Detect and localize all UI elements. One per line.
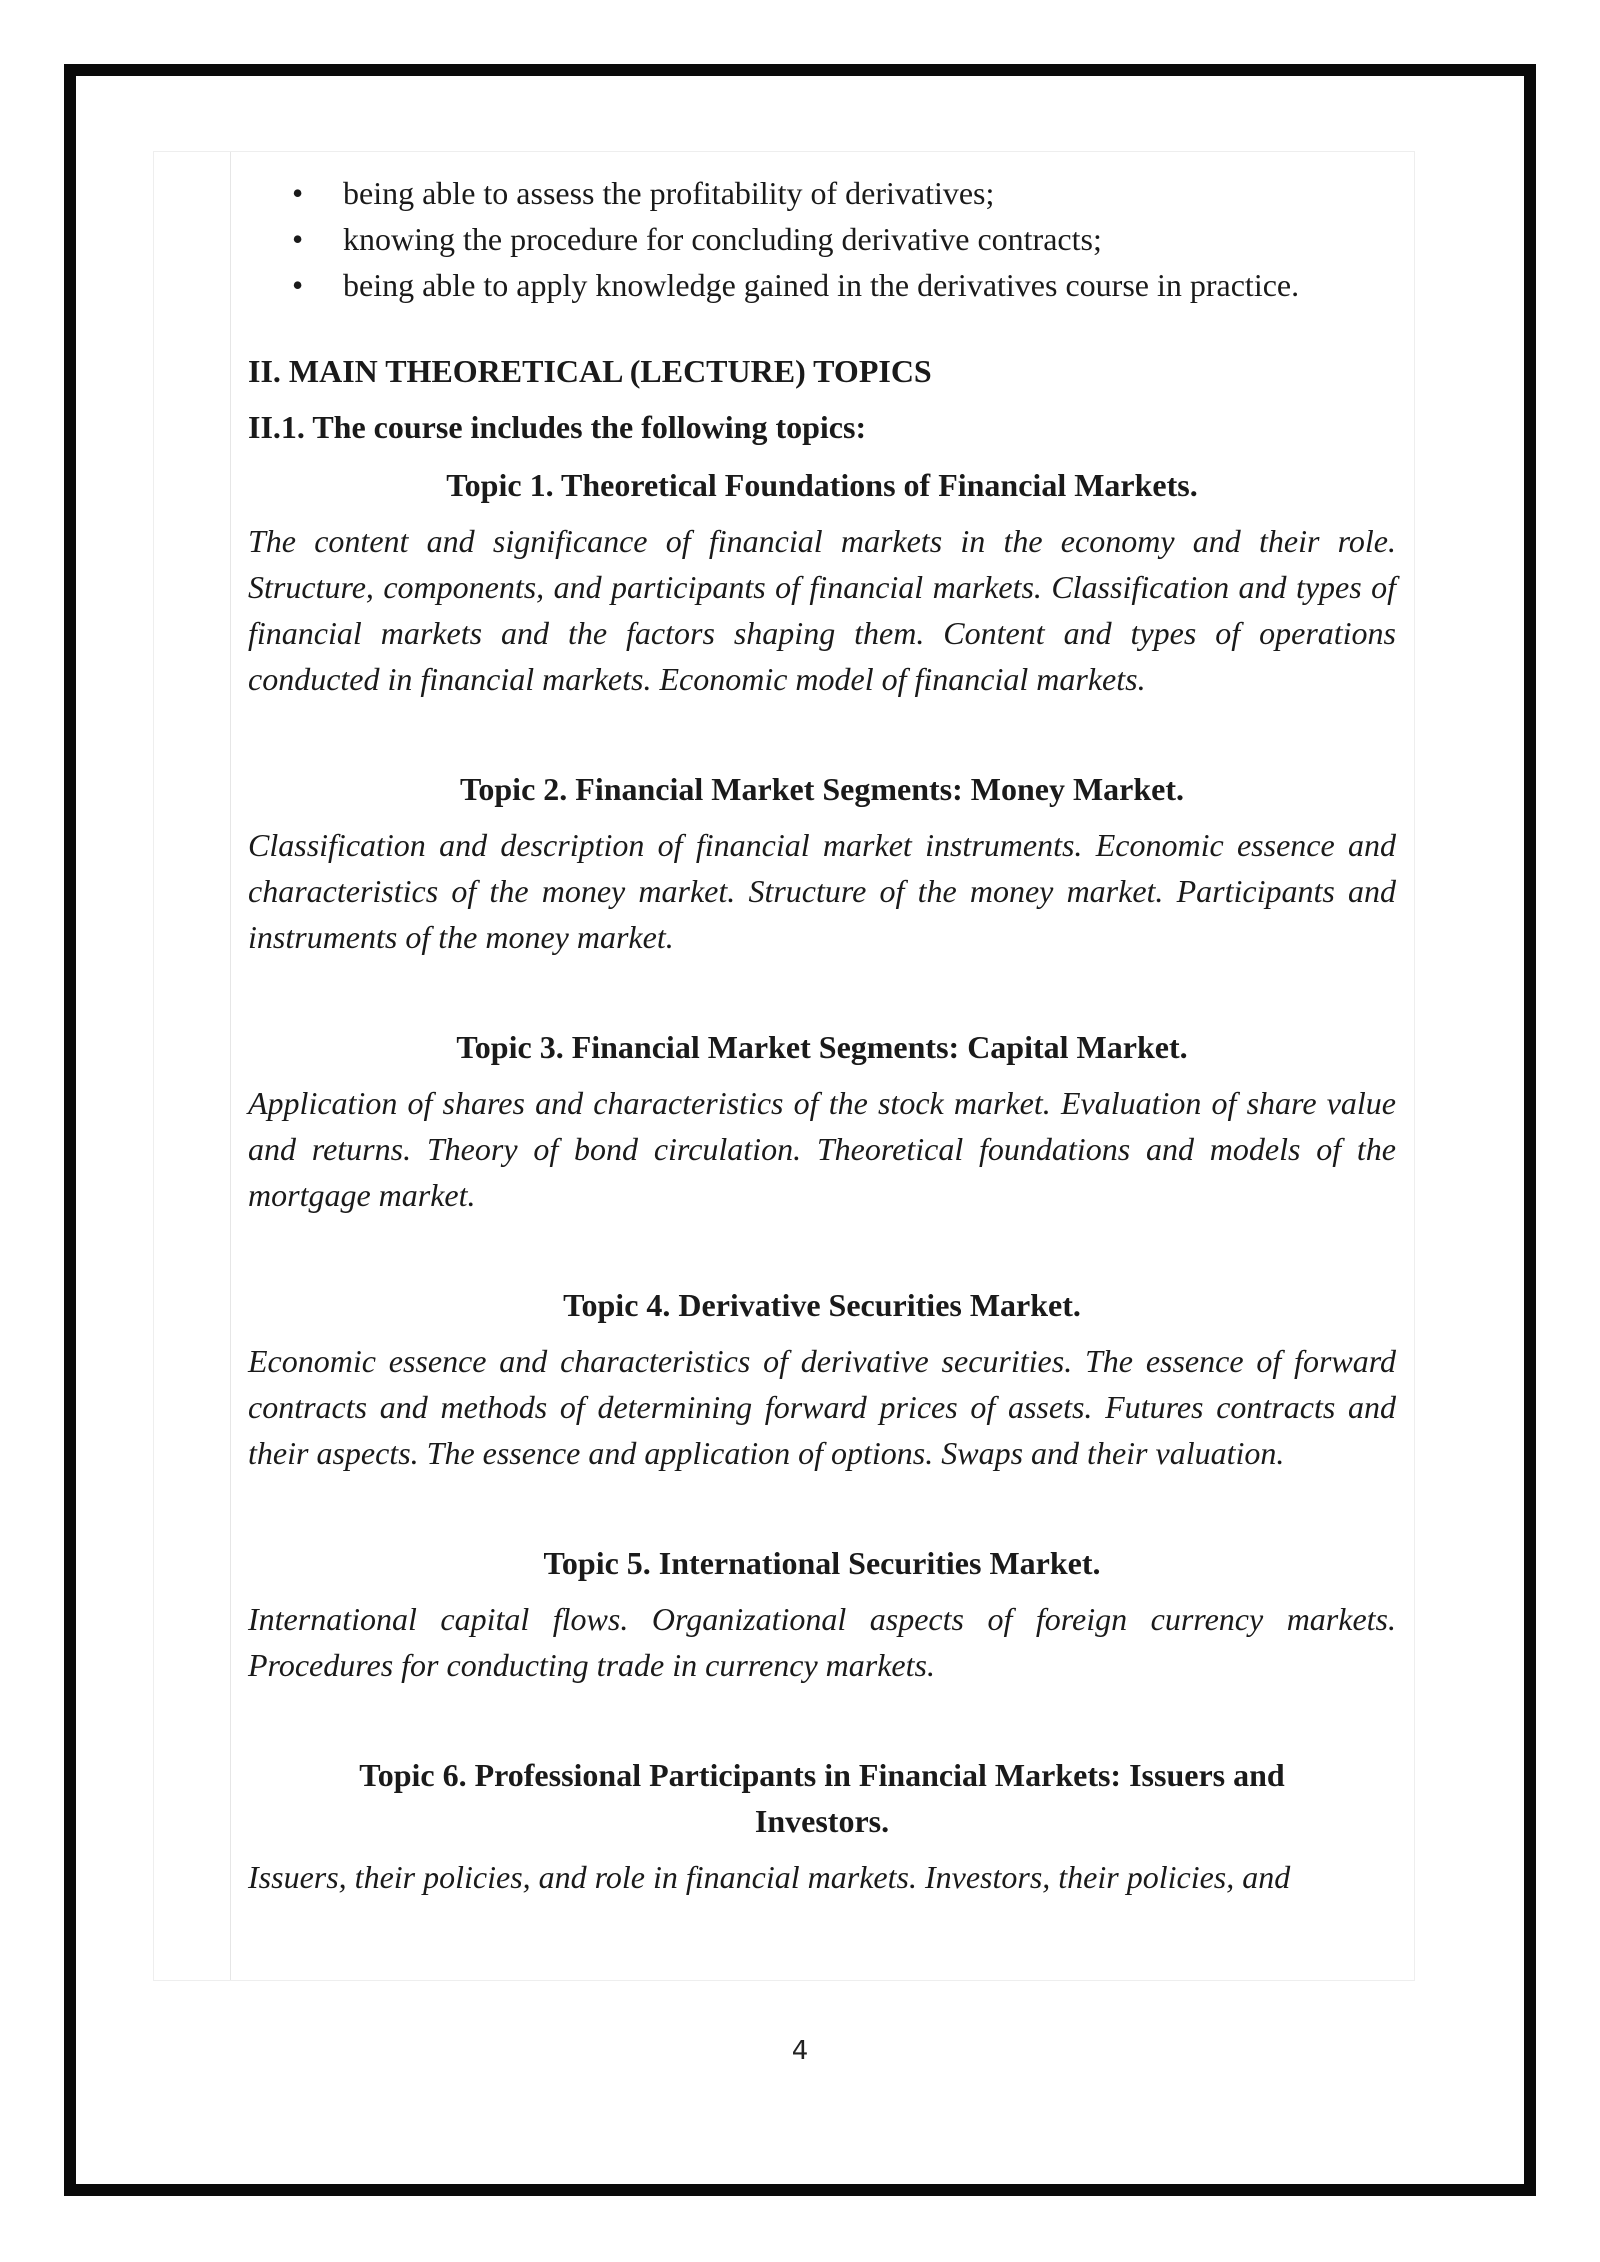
topic-block xyxy=(248,1752,1396,1900)
list-item xyxy=(248,262,1396,308)
topic-title: Topic 6. Professional Participants in Financial Markets: Issuers and Investors. xyxy=(359,1757,1285,1839)
topic-block xyxy=(248,1282,1396,1476)
bullet-list xyxy=(248,170,1396,308)
list-item xyxy=(248,216,1396,262)
topic-description: International capital flows. Organizational aspects of foreign currency markets. Procedures for conducting trade in currency markets. xyxy=(248,1601,1396,1683)
document-body xyxy=(248,170,1396,1900)
topic-block xyxy=(248,766,1396,960)
bullet-icon: • xyxy=(292,221,304,257)
topic-title: Topic 5. International Securities Market. xyxy=(543,1545,1101,1581)
topic-title: Topic 2. Financial Market Segments: Money Market. xyxy=(459,771,1185,807)
list-item-text: being able to apply knowledge gained in the derivatives course in practice. xyxy=(343,267,1300,303)
topic-block xyxy=(248,1024,1396,1218)
bullet-icon: • xyxy=(292,267,304,303)
topic-title: Topic 4. Derivative Securities Market. xyxy=(563,1287,1081,1323)
section-heading: II. MAIN THEORETICAL (LECTURE) TOPICS xyxy=(248,353,932,389)
margin-rule xyxy=(230,152,231,1980)
topic-title: Topic 3. Financial Market Segments: Capital Market. xyxy=(456,1029,1188,1065)
list-item-text: knowing the procedure for concluding derivative contracts; xyxy=(343,221,1102,257)
topic-description: Application of shares and characteristics of the stock market. Evaluation of share value and returns. Theory of bond circulation. Theoretical foundations and models of the mortgage market. xyxy=(248,1085,1396,1213)
page-number: 4 xyxy=(791,2036,809,2066)
subsection-heading: II.1. The course includes the following topics: xyxy=(248,409,867,445)
topic-title: Topic 1. Theoretical Foundations of Financial Markets. xyxy=(446,467,1198,503)
topic-block xyxy=(248,462,1396,702)
topic-description: Economic essence and characteristics of derivative securities. The essence of forward contracts and methods of determining forward prices of assets. Futures contracts and their aspects. The essence and application of options. Swaps and their valuation. xyxy=(248,1343,1396,1471)
list-item-text: being able to assess the profitability of derivatives; xyxy=(343,175,995,211)
topic-description: Issuers, their policies, and role in financial markets. Investors, their policies, and xyxy=(248,1859,1291,1895)
content-frame xyxy=(153,151,1415,1981)
bullet-icon: • xyxy=(292,175,304,211)
topic-description: Classification and description of financial market instruments. Economic essence and characteristics of the money market. Structure of the money market. Participants and instruments of the money market. xyxy=(248,827,1396,955)
topic-block xyxy=(248,1540,1396,1688)
list-item xyxy=(248,170,1396,216)
topic-description: The content and significance of financial markets in the economy and their role. Structure, components, and participants of financial markets. Classification and types of financial markets and the factors shaping them. Content and types of operations conducted in financial markets. Economic model of financial markets. xyxy=(248,523,1396,697)
